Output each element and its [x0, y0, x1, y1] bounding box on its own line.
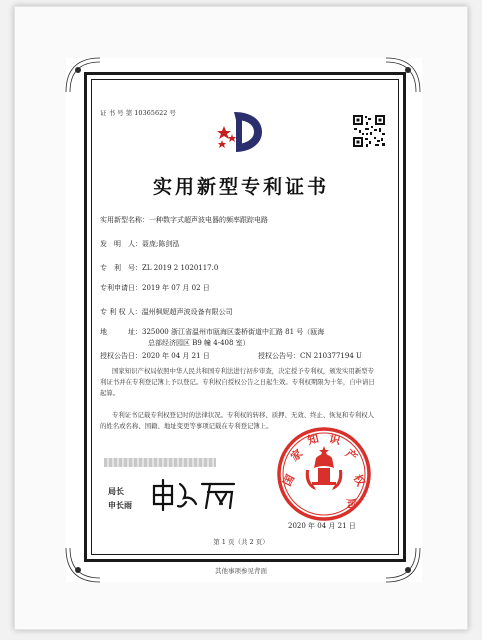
official-seal-icon [274, 424, 374, 524]
field-label: 发 明 人： [100, 240, 142, 248]
field-value: 2019 年 07 月 02 日 [142, 284, 210, 292]
field-application-date [100, 283, 210, 293]
director-title: 局长 [108, 486, 124, 496]
field-address-line2: 总部经济园区 B9 幢 4-408 室） [148, 339, 250, 347]
director-signature [148, 476, 240, 512]
field-label: 实用新型名称： [100, 216, 149, 224]
svg-text:识: 识 [327, 431, 342, 448]
field-inventor [100, 239, 179, 249]
statement-paragraph-2: 专利证书记载专利权登记时的法律状况。专利权的转移、质押、无效、终止、恢复和专利权人的姓名或名称、国籍、地址变更等事项记载在专利登记簿上。 [100, 411, 375, 430]
field-address [100, 327, 324, 337]
field-label: 专 利 号： [100, 264, 142, 272]
certificate-number: 证 书 号 第 10365622 号 [100, 109, 176, 117]
field-value: ZL 2019 2 1020117.0 [142, 264, 219, 272]
field-utility-model-name [100, 215, 268, 225]
certificate-title: 实用新型专利证书 [152, 176, 329, 198]
svg-text:产: 产 [342, 446, 360, 464]
field-label: 专 利 权 人： [100, 308, 142, 316]
qr-code-icon [352, 114, 386, 148]
field-value: 聂庞;陈剑泓 [142, 240, 180, 248]
field-patentee [100, 307, 233, 317]
grant-number: 授权公告号：CN 210377194 U [258, 352, 362, 360]
footer-note: 其他事项参见背面 [215, 567, 267, 575]
field-patent-number [100, 263, 218, 273]
svg-text:国: 国 [280, 472, 298, 489]
svg-text:知: 知 [306, 431, 321, 448]
field-value: 温州枫妮超声波设备有限公司 [141, 308, 233, 316]
director-name: 申长雨 [108, 500, 132, 510]
field-label: 地 址： [100, 328, 142, 336]
cnipa-logo-icon [214, 108, 266, 154]
page-number: 第 1 页（共 2 页） [213, 538, 269, 546]
grant-date: 授权公告日：2020 年 04 月 21 日 [100, 352, 210, 360]
barcode-strip [104, 458, 216, 467]
seal-date: 2020 年 04 月 21 日 [288, 522, 356, 530]
svg-text:权: 权 [350, 472, 368, 489]
field-label: 专利申请日： [100, 284, 142, 292]
svg-text:局: 局 [344, 496, 359, 510]
svg-text:家: 家 [288, 446, 306, 464]
statement-paragraph-1: 国家知识产权局依照中华人民共和国专利法进行初步审查，决定授予专利权，颁发实用新型专利证书并在专利登记簿上予以登记。专利权自授权公告之日起生效。专利权期限为十年，自申请日起算。 [100, 367, 375, 397]
field-value: 325000 浙江省温州市瓯海区娄桥街道中汇路 81 号（瓯海 [142, 328, 325, 336]
field-value: 一种数字式超声波电器的频率跟踪电路 [149, 216, 268, 224]
